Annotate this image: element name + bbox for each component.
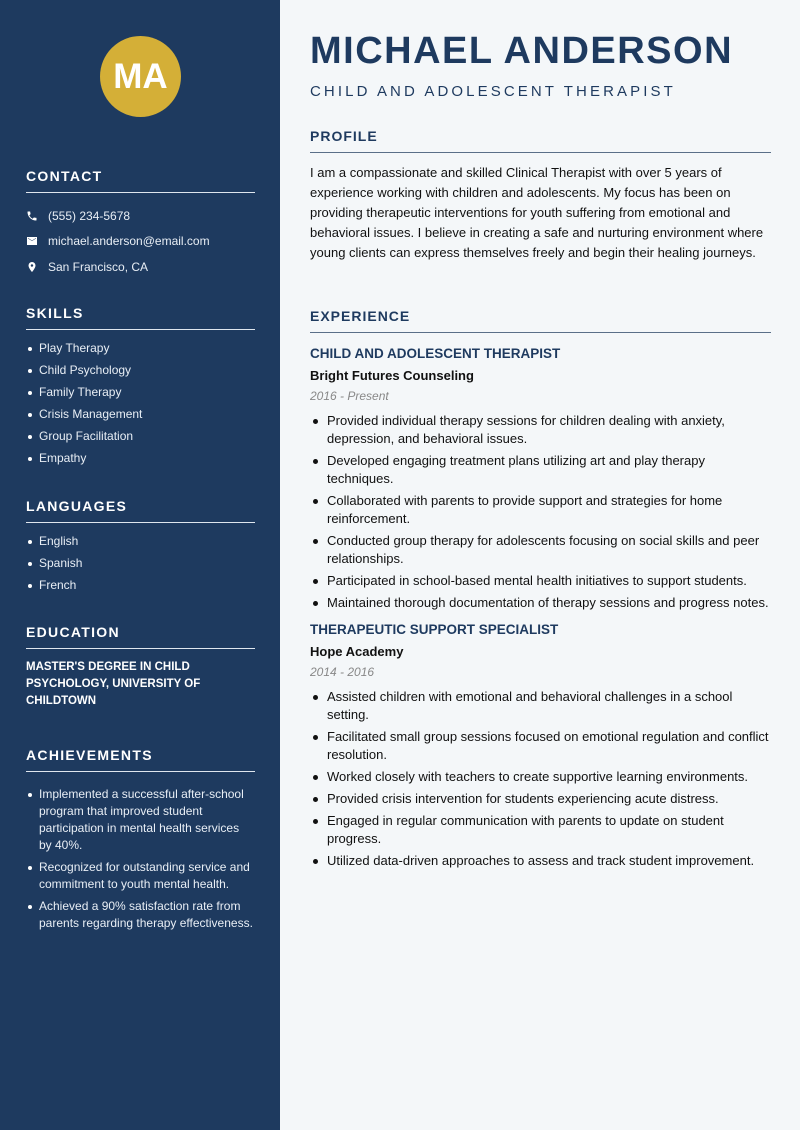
job-entry <box>310 346 771 612</box>
profile-section <box>310 128 771 263</box>
education-section <box>26 624 255 710</box>
job-dates: 2016 - Present <box>310 389 389 403</box>
achievement-item: Achieved a 90% satisfaction rate from parents regarding therapy effectiveness. <box>26 898 255 932</box>
candidate-name: MICHAEL ANDERSON <box>310 30 734 72</box>
phone-icon <box>26 210 38 222</box>
language-item: French <box>26 577 255 594</box>
skills-list <box>26 340 255 467</box>
avatar <box>100 36 181 117</box>
language-item: Spanish <box>26 555 255 572</box>
job-title: CHILD AND ADOLESCENT THERAPIST <box>310 346 561 361</box>
job-bullets <box>310 412 771 612</box>
job-bullet: Participated in school-based mental health initiatives to support students. <box>310 572 771 590</box>
candidate-title: CHILD AND ADOLESCENT THERAPIST <box>310 83 676 100</box>
education-heading: EDUCATION <box>26 624 255 649</box>
sidebar <box>0 0 280 1130</box>
job-bullet: Utilized data-driven approaches to assess and track student improvement. <box>310 852 771 870</box>
skills-heading: SKILLS <box>26 305 255 330</box>
skills-section <box>26 305 255 472</box>
skill-item: Family Therapy <box>26 384 255 401</box>
avatar-initials: MA <box>113 56 168 96</box>
skill-item: Group Facilitation <box>26 428 255 445</box>
email-text[interactable]: michael.anderson@email.com <box>48 234 210 249</box>
job-bullet: Assisted children with emotional and behavioral challenges in a school setting. <box>310 688 771 724</box>
experience-heading: EXPERIENCE <box>310 308 771 333</box>
job-dates: 2014 - 2016 <box>310 665 375 679</box>
experience-section <box>310 308 771 874</box>
job-bullet: Engaged in regular communication with parents to update on student progress. <box>310 812 771 848</box>
contact-heading: CONTACT <box>26 168 255 193</box>
profile-text: I am a compassionate and skilled Clinical Therapist with over 5 years of experience working with children and adolescents. My focus has been on providing therapeutic interventions for youth suffering from emotional and behavioral issues. I believe in creating a safe and nurturing environment where young clients can express themselves freely and begin their healing journeys. <box>310 165 764 260</box>
contact-section <box>26 168 255 280</box>
phone-text: (555) 234-5678 <box>48 208 131 223</box>
language-item: English <box>26 533 255 550</box>
achievements-list <box>26 786 255 932</box>
location-text: San Francisco, CA <box>48 259 149 274</box>
skill-item: Child Psychology <box>26 362 255 379</box>
job-bullet: Maintained thorough documentation of therapy sessions and progress notes. <box>310 594 771 612</box>
achievements-heading: ACHIEVEMENTS <box>26 747 255 772</box>
job-bullet: Facilitated small group sessions focused on emotional regulation and conflict resolution. <box>310 728 771 764</box>
contact-location <box>26 254 255 280</box>
job-company: Bright Futures Counseling <box>310 368 474 383</box>
languages-heading: LANGUAGES <box>26 498 255 523</box>
skill-item: Empathy <box>26 450 255 467</box>
job-bullet: Provided crisis intervention for students experiencing acute distress. <box>310 790 771 808</box>
location-pin-icon <box>26 261 38 273</box>
profile-heading: PROFILE <box>310 128 771 153</box>
achievements-section <box>26 747 255 937</box>
job-bullet: Conducted group therapy for adolescents focusing on social skills and peer relationships. <box>310 532 771 568</box>
job-bullet: Provided individual therapy sessions for children dealing with anxiety, depression, and behavioral issues. <box>310 412 771 448</box>
languages-section <box>26 498 255 599</box>
achievement-item: Implemented a successful after-school program that improved student participation in mental health services by 40%. <box>26 786 255 854</box>
email-icon <box>26 235 38 247</box>
job-bullet: Collaborated with parents to provide support and strategies for home reinforcement. <box>310 492 771 528</box>
job-bullet: Worked closely with teachers to create supportive learning environments. <box>310 768 771 786</box>
contact-email[interactable] <box>26 229 255 255</box>
job-title: THERAPEUTIC SUPPORT SPECIALIST <box>310 622 559 637</box>
skill-item: Play Therapy <box>26 340 255 357</box>
contact-phone <box>26 203 255 229</box>
languages-list <box>26 533 255 594</box>
achievement-item: Recognized for outstanding service and commitment to youth mental health. <box>26 859 255 893</box>
skill-item: Crisis Management <box>26 406 255 423</box>
job-entry <box>310 622 771 870</box>
job-company: Hope Academy <box>310 644 404 659</box>
education-degree: MASTER'S DEGREE IN CHILD PSYCHOLOGY, UNIVERSITY OF CHILDTOWN <box>26 661 201 707</box>
job-bullets <box>310 688 771 870</box>
job-bullet: Developed engaging treatment plans utilizing art and play therapy techniques. <box>310 452 771 488</box>
